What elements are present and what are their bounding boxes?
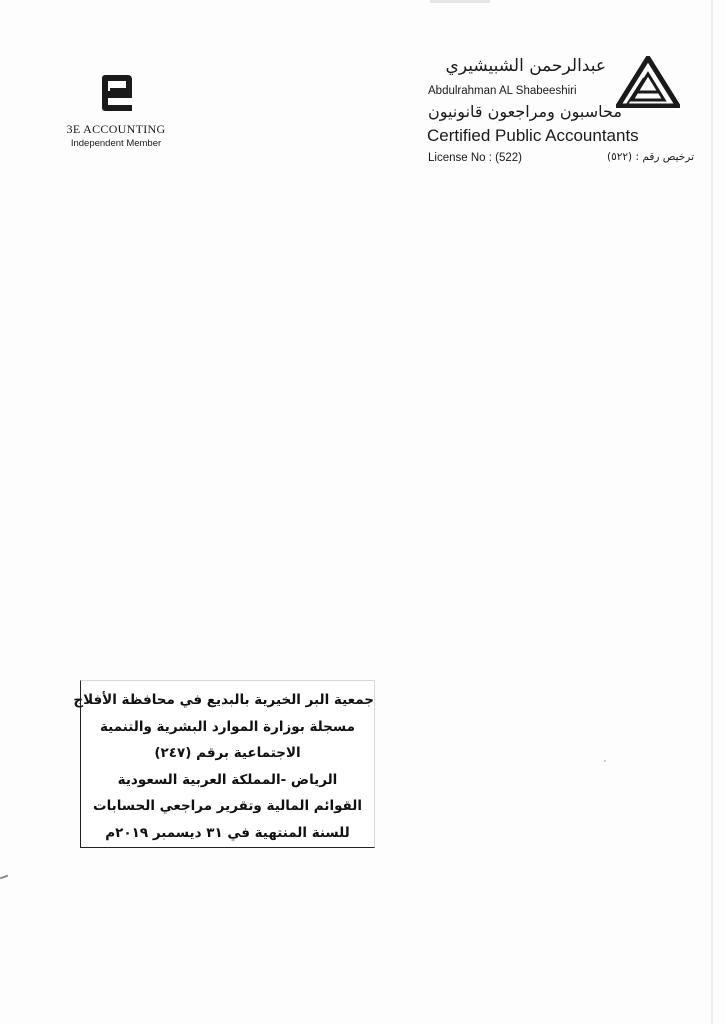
triangle-a-logo-icon	[616, 56, 680, 108]
license-number-english: License No : (522)	[428, 152, 522, 164]
3e-accounting-logo	[56, 72, 176, 149]
scan-edge	[711, 0, 713, 1024]
3e-logo-icon	[97, 72, 135, 114]
title-line: الرياض -المملكة العربية السعودية	[117, 771, 338, 788]
title-line: الاجتماعية برقم (٢٤٧)	[154, 745, 301, 761]
brand-name: 3E ACCOUNTING	[66, 122, 166, 136]
scan-artifact	[0, 875, 8, 880]
title-line: القوائم المالية وتقرير مراجعي الحسابات	[93, 798, 362, 814]
report-title-box	[73, 680, 375, 848]
title-line: للسنة المنتهية في ٣١ ديسمبر ٢٠١٩م	[105, 824, 350, 841]
title-line: مسجلة بوزارة الموارد البشرية والتنمية	[100, 718, 355, 735]
title-line: جمعية البر الخيرية بالبديع في محافظة الأفلاج	[73, 692, 374, 708]
firm-name-arabic: عبدالرحمن الشبيشيري	[445, 56, 606, 76]
cpa-title-english: Certified Public Accountants	[427, 126, 639, 145]
member-label: Independent Member	[70, 138, 162, 149]
license-number-arabic: ترخيص رقم : (٥٢٢)	[607, 151, 694, 163]
scan-artifact	[604, 760, 606, 762]
scan-artifact	[430, 0, 490, 3]
firm-name-english: Abdulrahman AL Shabeeshiri	[428, 85, 577, 97]
cpa-title-arabic: محاسبون ومراجعون قانونيون	[428, 102, 622, 121]
